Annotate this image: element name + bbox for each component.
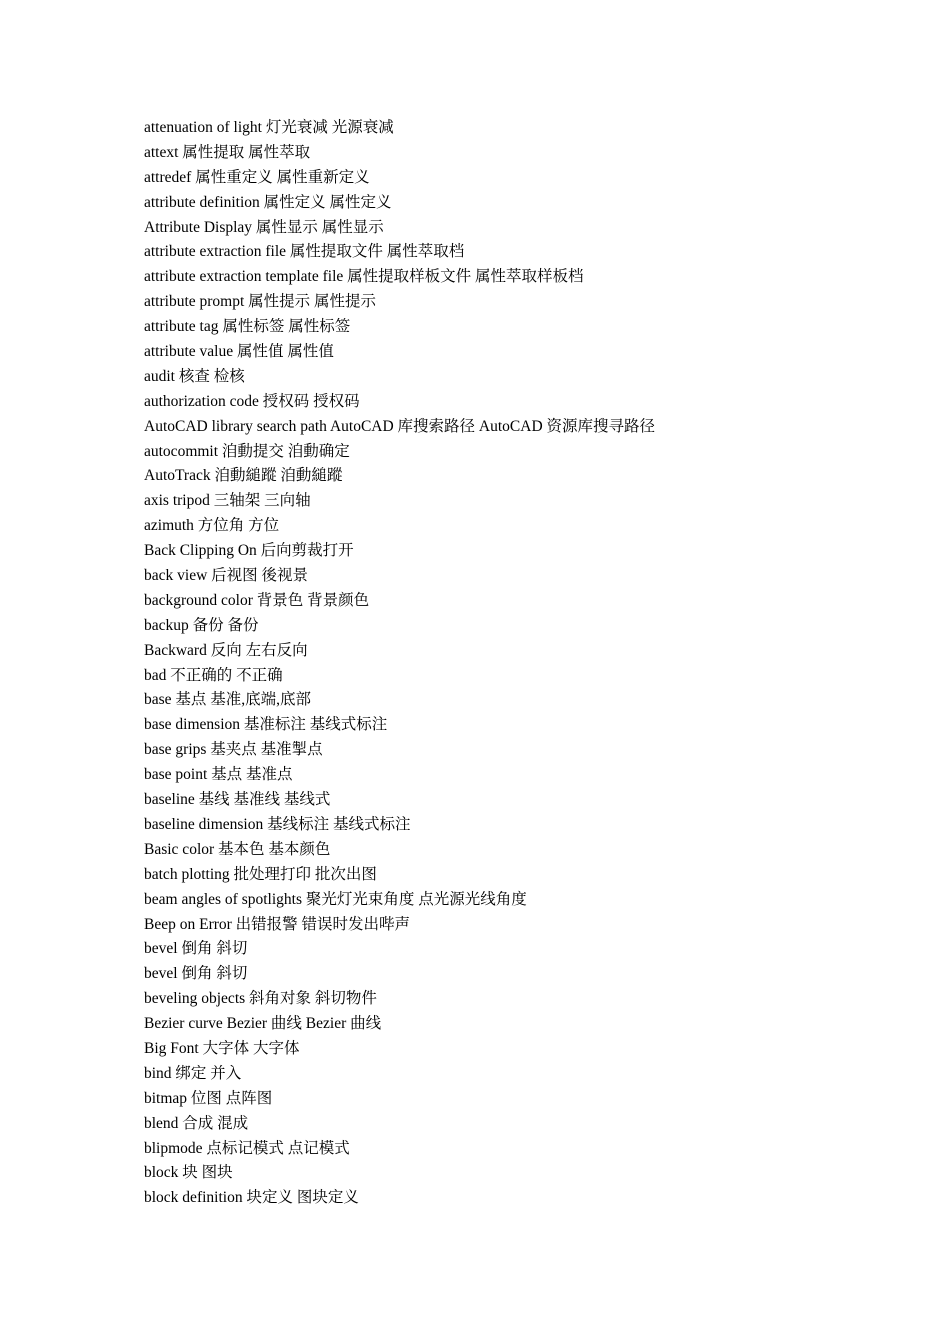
glossary-entry: attribute definition 属性定义 属性定义 [144,193,392,211]
glossary-entry: base dimension 基准标注 基线式标注 [144,716,388,734]
glossary-entry: base point 基点 基准点 [144,766,293,784]
glossary-entry: block 块 图块 [144,1164,233,1182]
glossary-entry: bind 绑定 并入 [144,1064,242,1082]
glossary-entry: bevel 倒角 斜切 [144,965,248,983]
glossary-entry: Attribute Display 属性显示 属性显示 [144,218,384,236]
glossary-entry: autocommit 洎動提交 洎動确定 [144,442,350,460]
glossary-entry: baseline 基线 基准线 基线式 [144,791,331,809]
glossary-entry: base grips 基夹点 基准掣点 [144,741,323,759]
glossary-entry: base 基点 基准,底端,底部 [144,691,312,709]
glossary-entry: blend 合成 混成 [144,1114,249,1132]
glossary-entry: bevel 倒角 斜切 [144,940,248,958]
glossary-entry: attext 属性提取 属性萃取 [144,143,311,161]
glossary-entry: axis tripod 三轴架 三向轴 [144,492,311,510]
glossary-entry: back view 后视图 後视景 [144,567,309,585]
glossary-entry: bitmap 位图 点阵图 [144,1089,273,1107]
glossary-entry: authorization code 授权码 授权码 [144,392,360,410]
glossary-entry: block definition 块定义 图块定义 [144,1189,359,1207]
glossary-entry: blipmode 点标记模式 点记模式 [144,1139,350,1157]
glossary-entry: attribute value 属性值 属性值 [144,343,334,361]
glossary-entry: beam angles of spotlights 聚光灯光束角度 点光源光线角度 [144,890,527,908]
glossary-entry: Basic color 基本色 基本颜色 [144,840,331,858]
glossary-entry: beveling objects 斜角对象 斜切物件 [144,990,377,1008]
glossary-entry: Big Font 大字体 大字体 [144,1039,300,1057]
glossary-list [144,116,655,1211]
glossary-entry: Backward 反向 左右反向 [144,641,308,659]
glossary-entry: attribute extraction template file 属性提取样板文件 属性萃取样板档 [144,268,584,286]
glossary-entry: attenuation of light 灯光衰减 光源衰减 [144,119,394,136]
glossary-entry: background color 背景色 背景颜色 [144,591,370,609]
glossary-entry: attribute prompt 属性提示 属性提示 [144,293,377,311]
glossary-entry: bad 不正确的 不正确 [144,666,283,684]
glossary-entry: Bezier curve Bezier 曲线 Bezier 曲线 [144,1015,382,1033]
glossary-entry: batch plotting 批处理打印 批次出图 [144,865,377,883]
glossary-entry: azimuth 方位角 方位 [144,517,280,535]
glossary-entry: attribute tag 属性标签 属性标签 [144,318,351,336]
glossary-entry: attribute extraction file 属性提取文件 属性萃取档 [144,243,465,261]
glossary-entry: Beep on Error 出错报警 错误时发出哔声 [144,915,411,933]
glossary-entry: baseline dimension 基线标注 基线式标注 [144,815,411,833]
glossary-entry: AutoCAD library search path AutoCAD 库搜索路径 AutoCAD 资源库搜寻路径 [144,417,656,435]
glossary-entry: attredef 属性重定义 属性重新定义 [144,168,370,186]
glossary-entry: audit 核查 检核 [144,367,245,385]
glossary-entry: backup 备份 备份 [144,616,259,634]
glossary-entry: Back Clipping On 后向剪裁打开 [144,542,354,560]
glossary-entry: AutoTrack 洎動縋蹤 洎動縋蹤 [144,467,343,485]
